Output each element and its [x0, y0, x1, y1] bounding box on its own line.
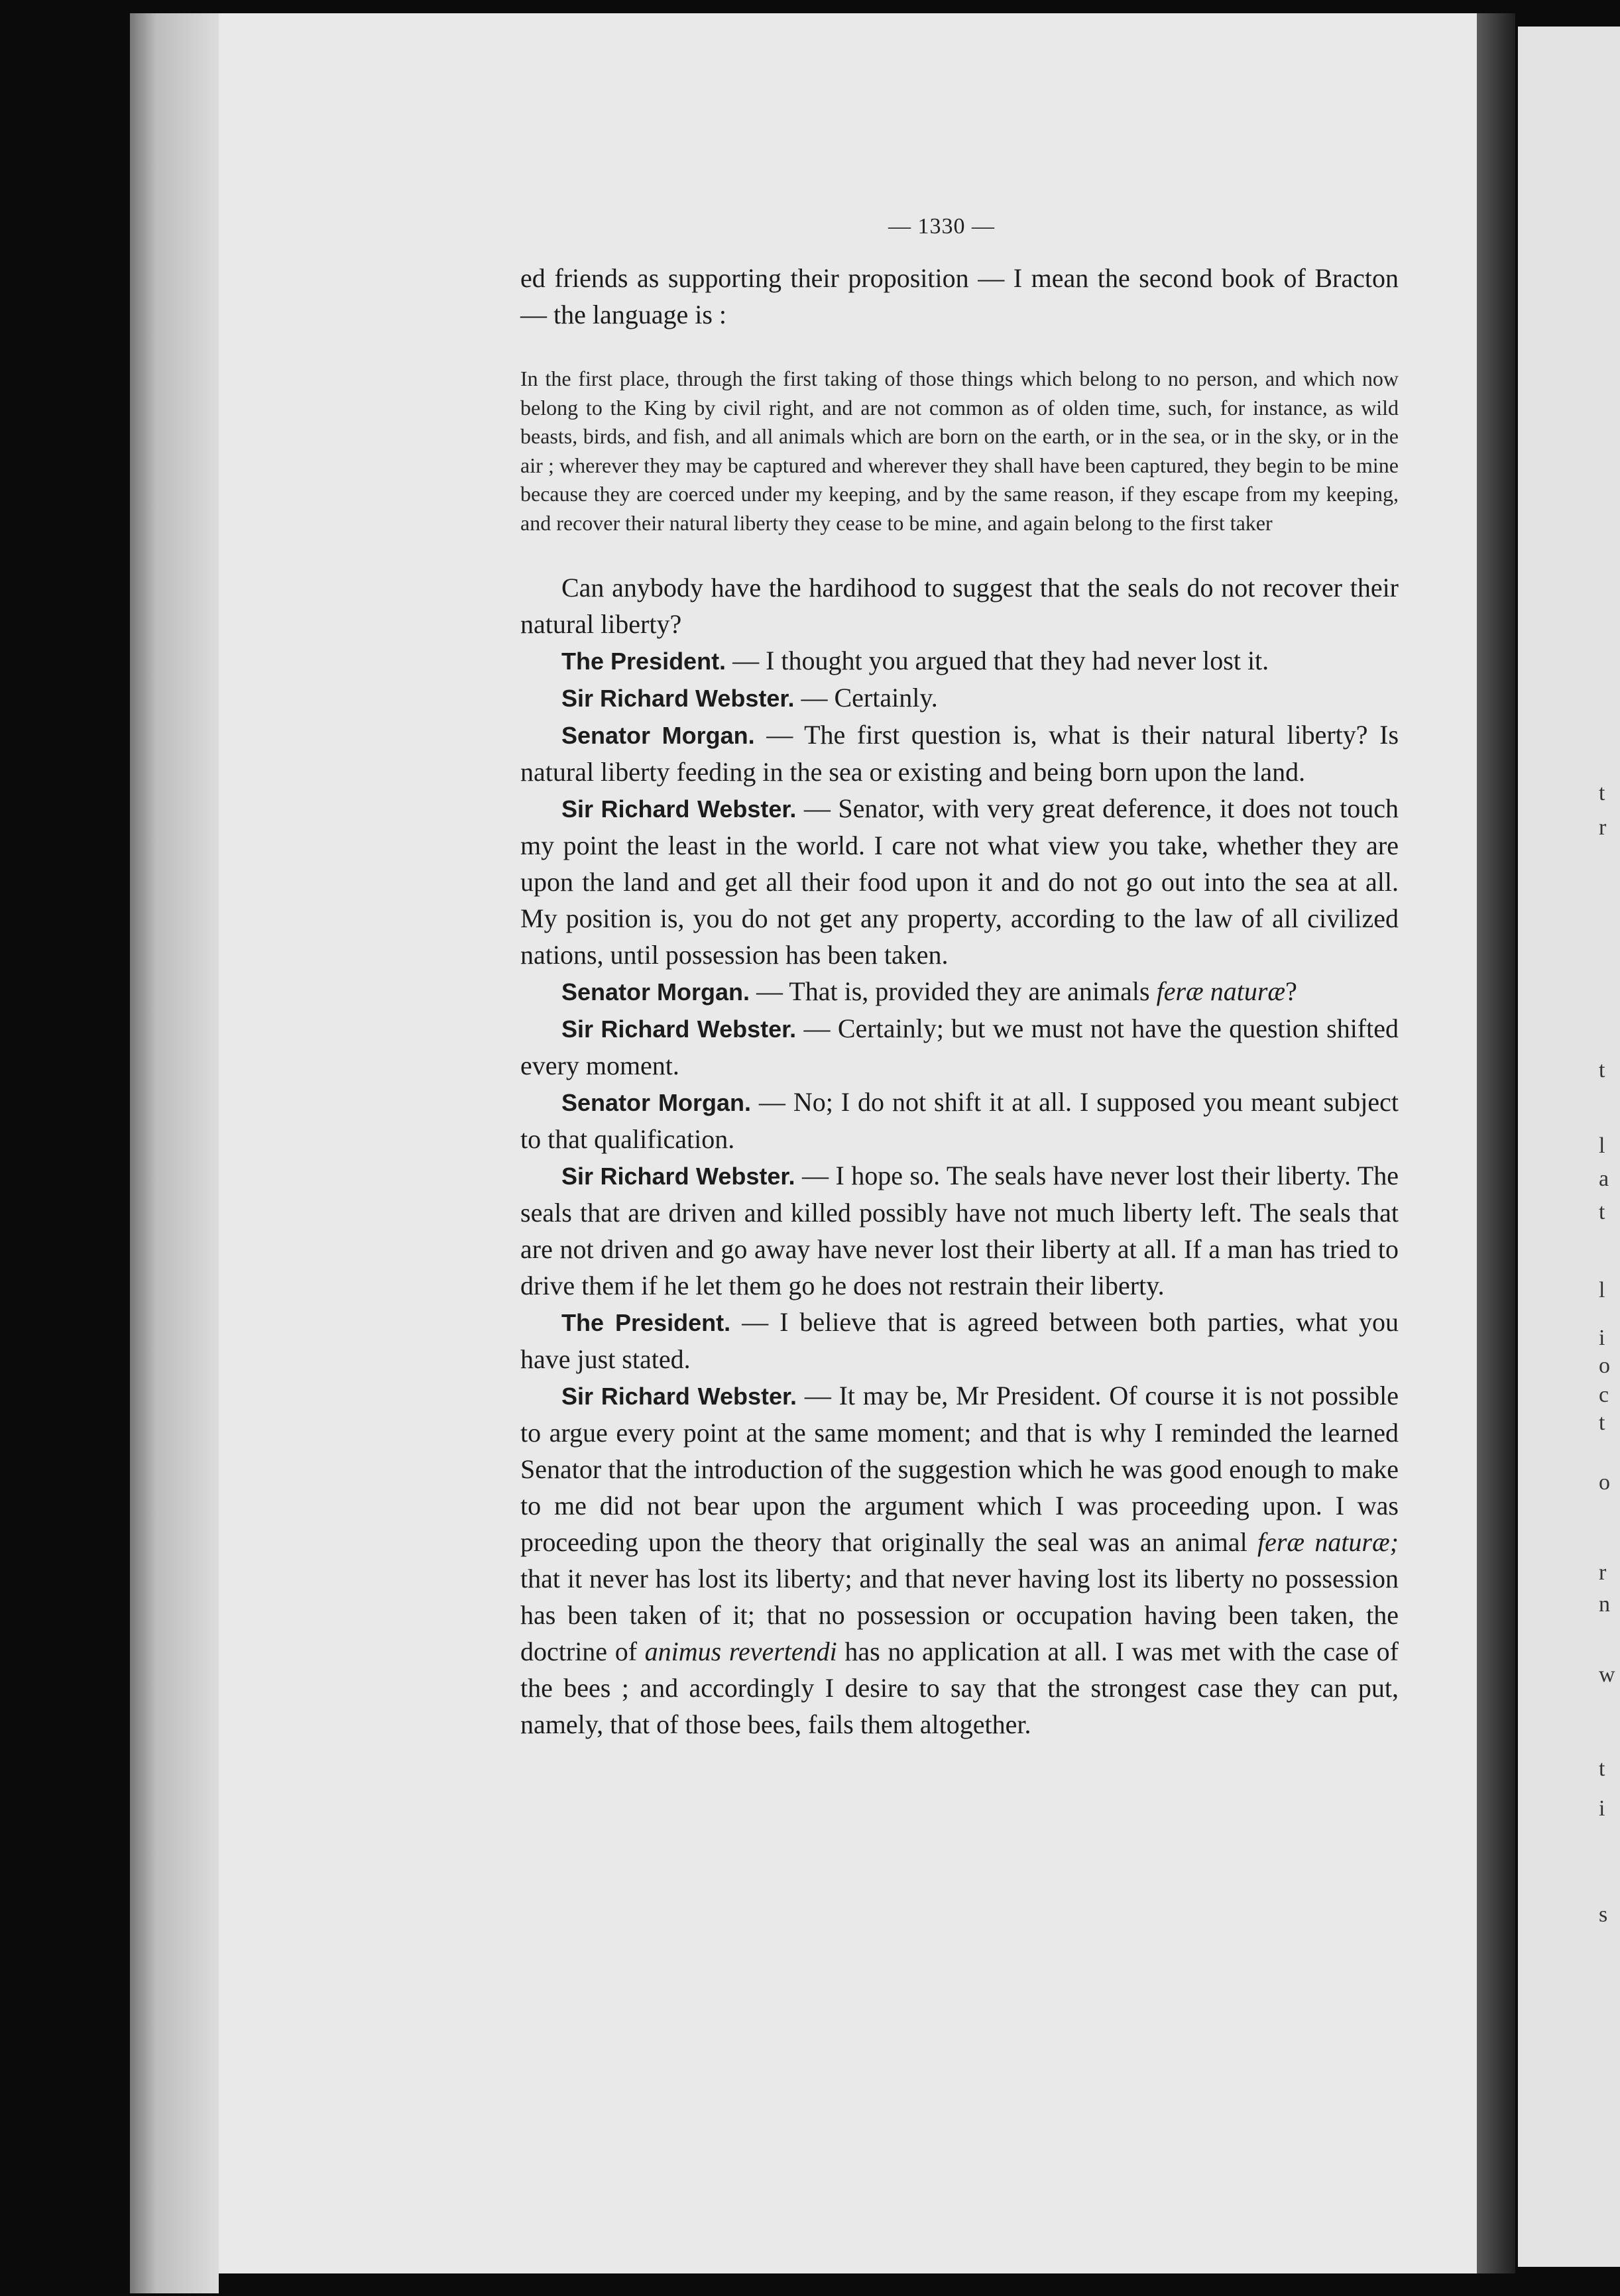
speech-text: — I hope so. The seals have never lost their liberty. The seals that are driven and killed possibly have not much liberty left. The seals that are not driven and go away have never lost their liberty at all. If a man has tried to drive them if he let them go he does not restrain their liberty. — [520, 1161, 1399, 1300]
speaker-name: Sir Richard Webster. — [561, 685, 795, 712]
fragment: o — [1599, 1353, 1610, 1378]
speech-text: that it never has lost its liberty; and that never having lost its liberty no possession has been taken of it; that no possession or occupation having been taken, the doctrine of — [520, 1564, 1399, 1666]
exchange-paragraph — [520, 717, 1399, 790]
speaker-name: Senator Morgan. — [561, 1089, 751, 1116]
fragment: r — [1599, 1560, 1607, 1585]
fragment: n — [1599, 1592, 1610, 1617]
fragment: r — [1599, 815, 1607, 840]
fragment: t — [1599, 1756, 1605, 1781]
speech-text: — I thought you argued that they had never lost it. — [726, 646, 1269, 675]
fragment: l — [1599, 1278, 1605, 1302]
fragment: c — [1599, 1383, 1609, 1407]
fragment: i — [1599, 1796, 1605, 1821]
page-number: — 1330 — — [888, 214, 995, 239]
exchange-paragraph — [520, 973, 1399, 1010]
fragment: s — [1599, 1902, 1608, 1927]
speaker-name: The President. — [561, 1309, 731, 1336]
speaker-name: Sir Richard Webster. — [561, 1163, 795, 1190]
speech-text: — No; I do not shift it at all. I supposed you meant subject to that qualification. — [520, 1087, 1399, 1154]
speech-text: — Certainly; but we must not have the question shifted every moment. — [520, 1013, 1399, 1080]
latin-phrase: animus revertendi — [644, 1636, 837, 1666]
speech-text: — I believe that is agreed between both parties, what you have just stated. — [520, 1307, 1399, 1374]
speaker-name: Senator Morgan. — [561, 722, 755, 749]
page-text — [520, 260, 1399, 1743]
speaker-name: Sir Richard Webster. — [561, 795, 797, 823]
speech-text: ? — [1285, 976, 1297, 1006]
book-gutter — [1477, 13, 1515, 2273]
fragment: o — [1599, 1470, 1610, 1495]
speaker-name: The President. — [561, 648, 726, 675]
exchange-paragraph — [520, 1377, 1399, 1743]
fragment: t — [1599, 781, 1605, 805]
fragment: t — [1599, 1058, 1605, 1082]
block-quote: In the first place, through the first taking of those things which belong to no person, and which now belong to the King by civil right, and are not common as of olden time, such, for instance, as wild beasts, birds, and fish, and all animals which are born on the earth, or in the sea, or in the sky, or in the air ; wherever they may be captured and wherever they shall have been captured, they begin to be mine because they are coerced under my keeping, and by the same reason, if they escape from my keeping, and recover their natural liberty they cease to be mine, and again belong to the first taker — [520, 367, 1399, 535]
speech-text: — It may be, Mr President. Of course it is not possible to argue every point at the same moment; and that is why I reminded the learned Senator that the introduction of the suggestion which he was good enough to make to me did not bear upon the argument which I was proceeding upon. I was proceeding upon the theory that originally the seal was an animal — [520, 1381, 1399, 1557]
exchange-paragraph — [520, 1010, 1399, 1084]
speech-text: — That is, provided they are animals — [750, 976, 1157, 1006]
fragment: l — [1599, 1133, 1605, 1158]
fragment: t — [1599, 1200, 1605, 1224]
exchange-paragraph — [520, 1084, 1399, 1157]
fragment: a — [1599, 1167, 1609, 1191]
question-paragraph: Can anybody have the hardihood to suggest that the seals do not recover their natural liberty? — [520, 573, 1399, 639]
fragment: w — [1599, 1662, 1615, 1687]
fragment: t — [1599, 1410, 1605, 1435]
latin-phrase: feræ naturæ; — [1257, 1527, 1399, 1557]
speech-text: — Senator, with very great deference, it does not touch my point the least in the world. I care not what view you take, whether they are upon the land and get all their food upon it and do not go out into the sea at all. My position is, you do not get any property, according to the law of all civilized nations, until possession has been taken. — [520, 793, 1399, 970]
speech-text: has no application at all. I was met with the case of the bees ; and accordingly I desire to say that the strongest case they can put, namely, that of those bees, fails them altogether. — [520, 1636, 1399, 1739]
exchange-paragraph — [520, 642, 1399, 679]
speech-text: — The first question is, what is their natural liberty? Is natural liberty feeding in the sea or existing and being born upon the land. — [520, 720, 1399, 787]
speaker-name: Sir Richard Webster. — [561, 1383, 797, 1410]
speaker-name: Senator Morgan. — [561, 978, 750, 1005]
exchange-paragraph — [520, 1157, 1399, 1304]
exchange-paragraph — [520, 790, 1399, 973]
speaker-name: Sir Richard Webster. — [561, 1015, 797, 1043]
exchange-paragraph — [520, 1304, 1399, 1377]
speech-text: — Certainly. — [794, 683, 938, 713]
page-stack-edge — [130, 13, 219, 2293]
fragment: i — [1599, 1326, 1605, 1350]
opening-paragraph: ed friends as supporting their proposition — I mean the second book of Bracton — the language is : — [520, 263, 1399, 329]
latin-phrase: feræ naturæ — [1156, 976, 1286, 1006]
exchange-paragraph — [520, 679, 1399, 717]
